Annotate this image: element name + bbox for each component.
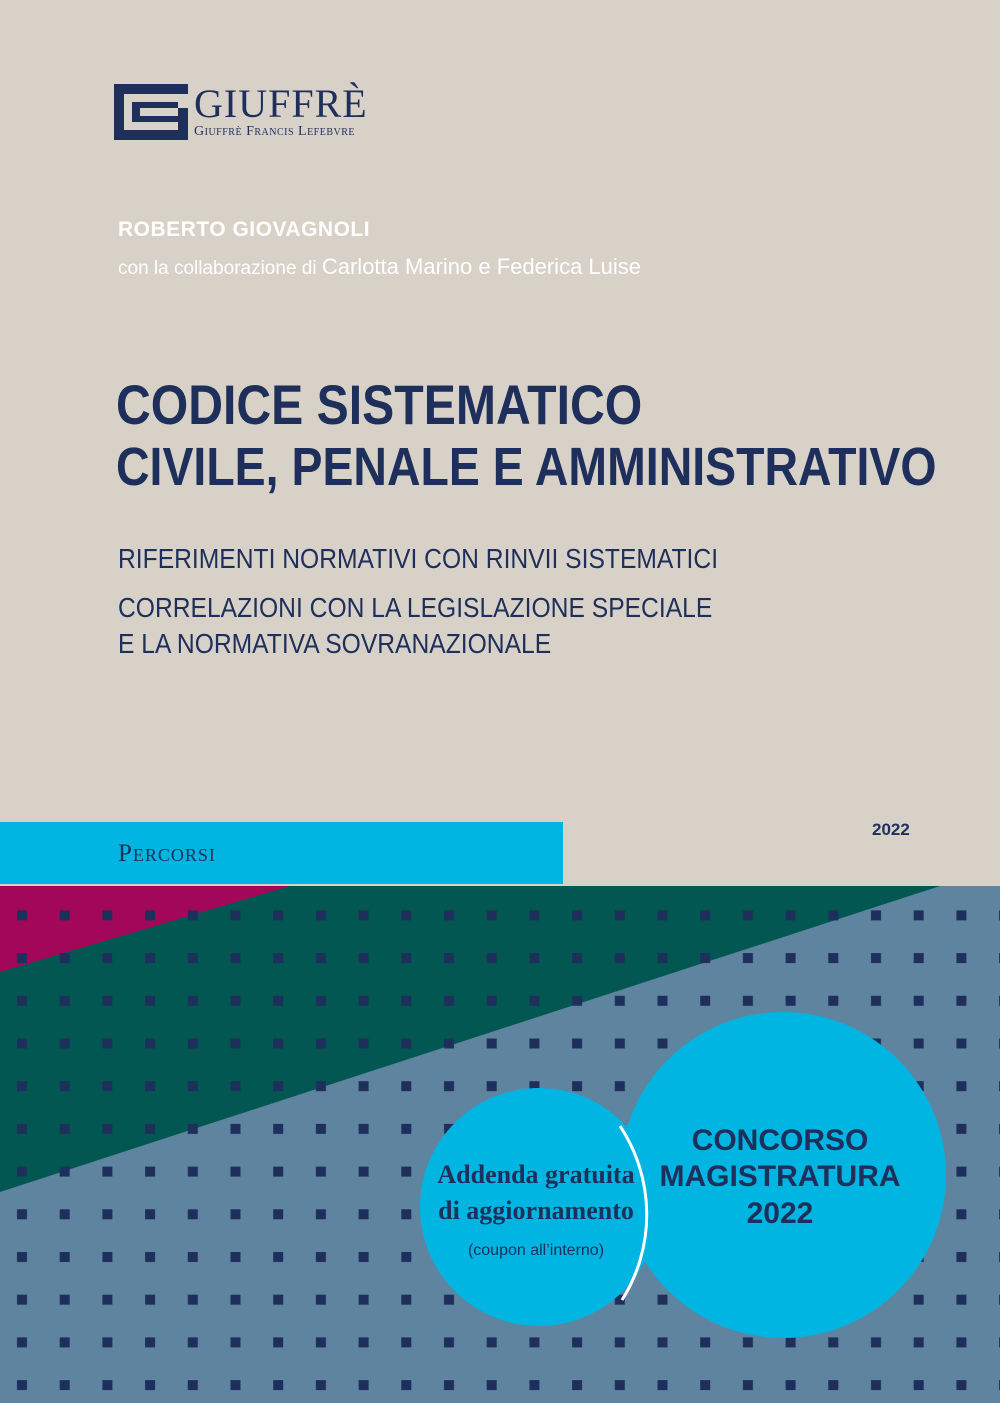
- author-name: ROBERTO GIOVAGNOLI: [118, 218, 371, 241]
- edition-year: 2022: [872, 820, 910, 839]
- concorso-line-2: MAGISTRATURA: [659, 1160, 901, 1193]
- subtitle-line-2: CORRELAZIONI CON LA LEGISLAZIONE SPECIALE: [118, 592, 713, 623]
- subtitle-line-3: E LA NORMATIVA SOVRANAZIONALE: [118, 628, 552, 659]
- publisher-subtitle: Giuffrè Francis Lefebvre: [194, 124, 356, 139]
- collaboration-prefix: con la collaborazione di: [118, 258, 317, 279]
- coupon-note: (coupon all’interno): [467, 1242, 605, 1259]
- collaboration-line: [118, 254, 641, 280]
- subtitle-line-1: RIFERIMENTI NORMATIVI CON RINVII SISTEMATICI: [118, 543, 719, 574]
- addenda-line-2: di aggiornamento: [438, 1196, 634, 1225]
- addenda-line-1: Addenda gratuita: [437, 1160, 635, 1189]
- book-title-line-1: CODICE SISTEMATICO: [116, 373, 643, 436]
- series-label: Percorsi: [118, 840, 216, 867]
- collaborator-names: Carlotta Marino e Federica Luise: [321, 254, 642, 279]
- concorso-line-3: 2022: [746, 1197, 814, 1230]
- publisher-name: GIUFFRÈ: [194, 81, 368, 126]
- book-title-line-2: CIVILE, PENALE E AMMINISTRATIVO: [116, 437, 937, 497]
- giuffre-logo-icon: [114, 84, 188, 140]
- concorso-line-1: CONCORSO: [691, 1124, 869, 1157]
